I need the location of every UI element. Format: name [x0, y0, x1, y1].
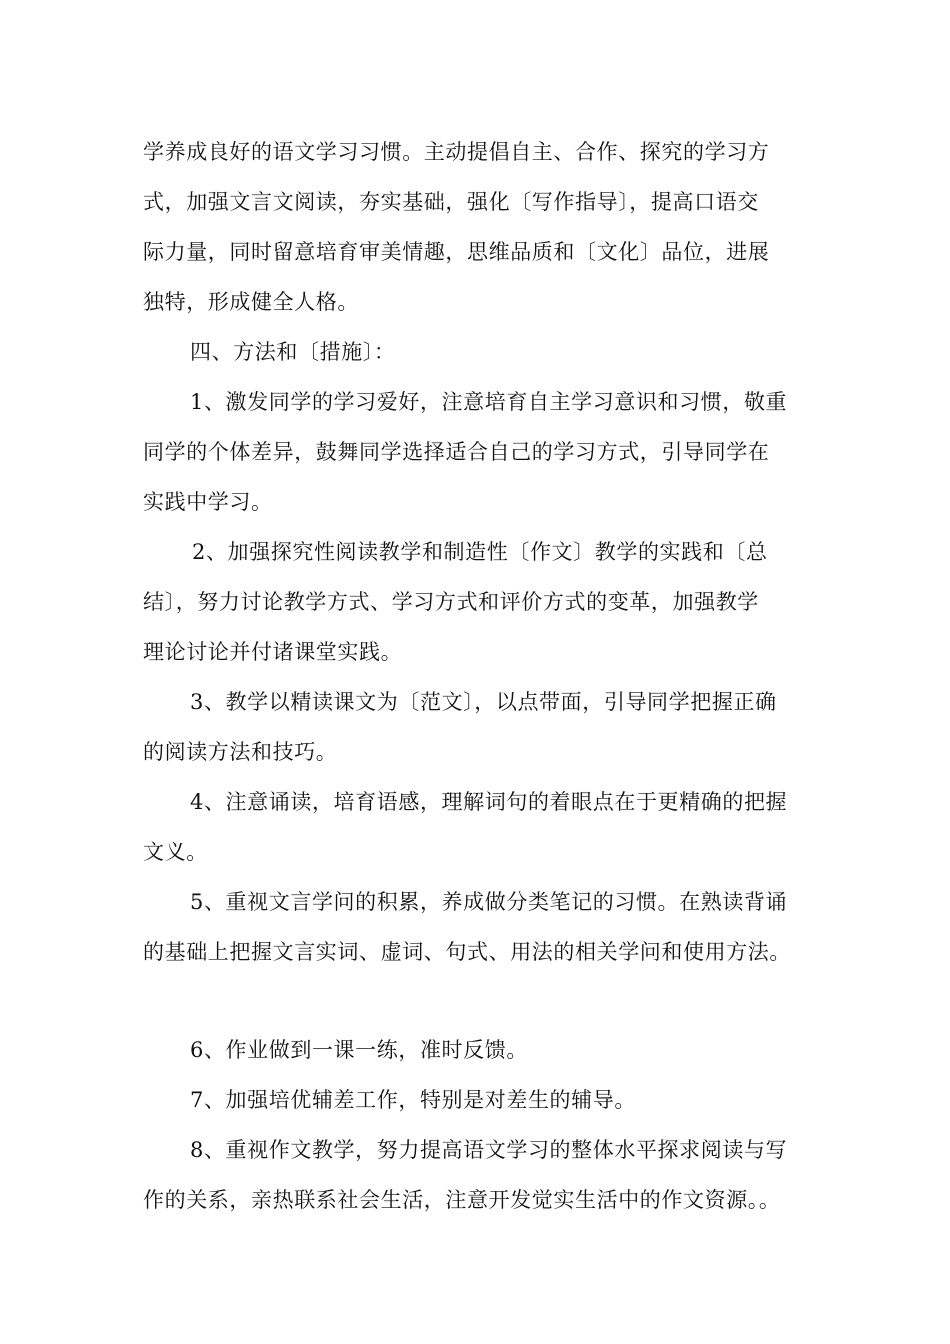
text-line: 5、重视文言学问的积累，养成做分类笔记的习惯。在熟读背诵 — [190, 890, 788, 914]
section-heading: 四、方法和〔措施〕： — [190, 340, 396, 364]
text-line: 际力量，同时留意培育审美情趣，思维品质和〔文化〕品位，进展 — [143, 240, 770, 264]
text-line: 式，加强文言文阅读，夯实基础，强化〔写作指导〕，提高口语交 — [143, 190, 759, 214]
text-line: 8、重视作文教学，努力提高语文学习的整体水平探求阅读与写 — [190, 1138, 788, 1162]
text-line: 3、教学以精读课文为〔范文〕，以点带面，引导同学把握正确 — [190, 690, 777, 714]
text-line: 实践中学习。 — [143, 490, 273, 514]
text-line: 学养成良好的语文学习习惯。主动提倡自主、合作、探究的学习方 — [143, 140, 770, 164]
text-line: 6、作业做到一课一练，准时反馈。 — [190, 1038, 528, 1062]
text-line: 文义。 — [143, 840, 208, 864]
text-line: 作的关系，亲热联系社会生活，注意开发觉实生活中的作文资源。。 — [143, 1188, 781, 1212]
text-line: 的阅读方法和技巧。 — [143, 740, 338, 764]
text-line: 1、激发同学的学习爱好，注意培育自主学习意识和习惯，敬重 — [190, 390, 788, 414]
text-line: 同学的个体差异，鼓舞同学选择适合自己的学习方式，引导同学在 — [143, 440, 770, 464]
text-line: 2、加强探究性阅读教学和制造性〔作文〕教学的实践和〔总 — [192, 540, 768, 564]
text-line: 4、注意诵读，培育语感，理解词句的着眼点在于更精确的把握 — [190, 790, 788, 814]
text-line: 的基础上把握文言实词、虚词、句式、用法的相关学问和使用方法。 — [143, 940, 791, 964]
text-line: 7、加强培优辅差工作，特别是对差生的辅导。 — [190, 1088, 636, 1112]
text-line: 理论讨论并付诸课堂实践。 — [143, 640, 403, 664]
text-line: 结〕，努力讨论教学方式、学习方式和评价方式的变革，加强教学 — [143, 590, 759, 614]
text-line: 独特，形成健全人格。 — [143, 290, 359, 314]
